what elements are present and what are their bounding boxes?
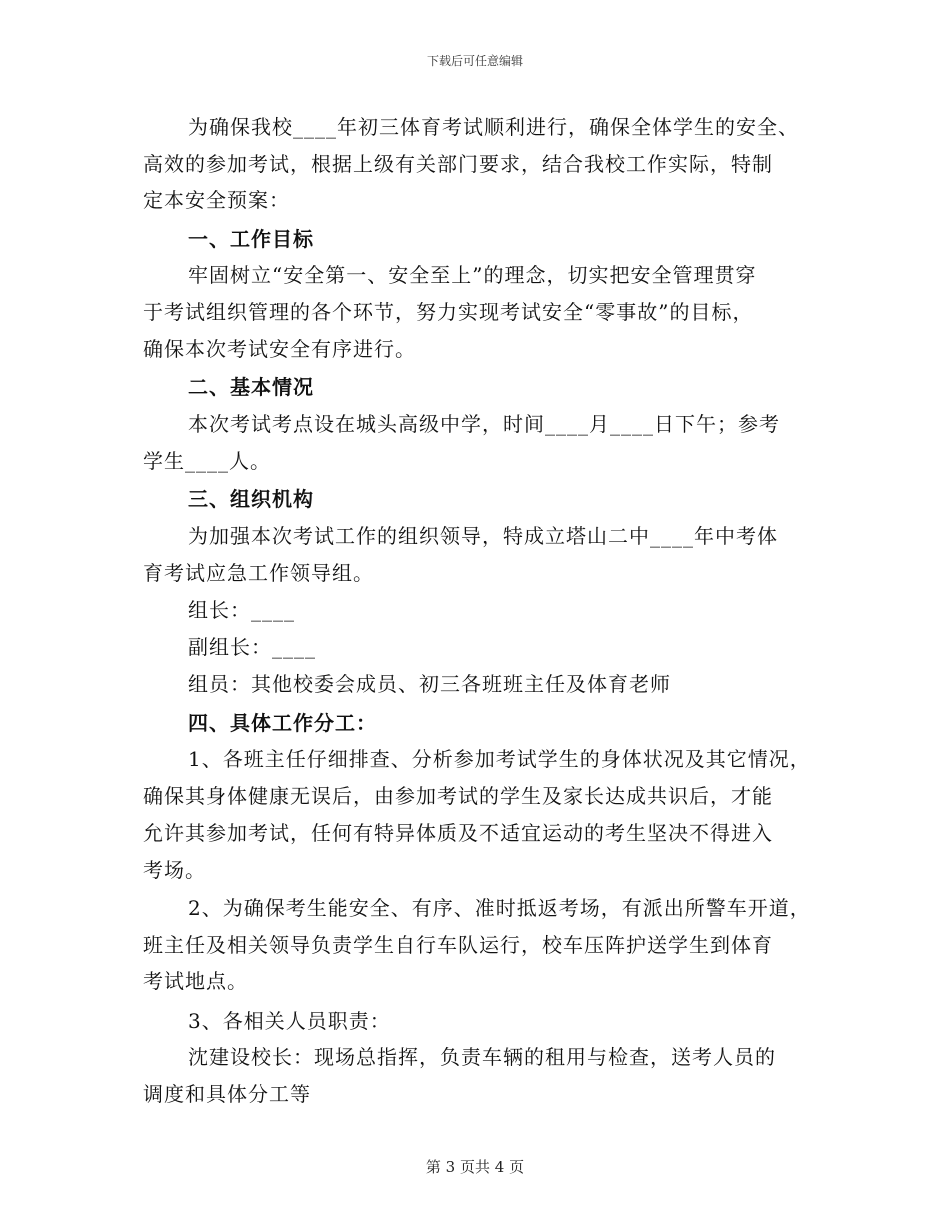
item-3-line: 3、各相关人员职责： xyxy=(188,1009,391,1033)
principal-duty-line-1: 沈建设校长：现场总指挥，负责车辆的租用与检查，送考人员的 xyxy=(188,1045,776,1069)
paragraph-goals-line-1: 牢固树立“安全第一、安全至上”的理念，切实把安全管理贯穿 xyxy=(188,263,757,287)
item-2-line-1: 2、为确保考生能安全、有序、准时抵返考场，有派出所警车开道， xyxy=(188,896,811,920)
section-heading-basic-info: 二、基本情况 xyxy=(188,375,314,399)
section-heading-division-of-work: 四、具体工作分工： xyxy=(188,711,377,735)
item-1-line-1: 1、各班主任仔细排查、分析参加考试学生的身体状况及其它情况， xyxy=(188,747,811,771)
paragraph-org-line-2: 育考试应急工作领导组。 xyxy=(143,561,374,585)
deputy-leader-line: 副组长：____ xyxy=(188,635,316,659)
item-1-line-2: 确保其身体健康无误后，由参加考试的学生及家长达成共识后，才能 xyxy=(143,784,773,808)
paragraph-basic-line-2: 学生____人。 xyxy=(143,449,271,473)
paragraph-intro-line-2: 高效的参加考试，根据上级有关部门要求，结合我校工作实际，特制 xyxy=(143,152,773,176)
page-number-footer: 第 3 页共 4 页 xyxy=(425,1158,525,1176)
item-2-line-2: 班主任及相关领导负责学生自行车队运行，校车压阵护送学生到体育 xyxy=(143,933,773,957)
item-1-line-4: 考场。 xyxy=(143,858,206,882)
leader-line: 组长：____ xyxy=(188,598,295,622)
paragraph-intro-line-1: 为确保我校____年初三体育考试顺利进行，确保全体学生的安全、 xyxy=(188,115,799,139)
paragraph-goals-line-3: 确保本次考试安全有序进行。 xyxy=(143,337,416,361)
section-heading-organization: 三、组织机构 xyxy=(188,487,314,511)
paragraph-goals-line-2: 于考试组织管理的各个环节，努力实现考试安全“零事故”的目标， xyxy=(143,300,754,324)
section-heading-goals: 一、工作目标 xyxy=(188,227,314,251)
paragraph-basic-line-1: 本次考试考点设在城头高级中学，时间____月____日下午；参考 xyxy=(188,412,780,436)
page-header-note: 下载后可任意编辑 xyxy=(426,54,523,68)
item-2-line-3: 考试地点。 xyxy=(143,969,248,993)
paragraph-org-line-1: 为加强本次考试工作的组织领导，特成立塔山二中____年中考体 xyxy=(188,524,778,548)
principal-duty-line-2: 调度和具体分工等 xyxy=(143,1082,311,1106)
item-1-line-3: 允许其参加考试，任何有特异体质及不适宜运动的考生坚决不得进入 xyxy=(143,821,773,845)
paragraph-intro-line-3: 定本安全预案： xyxy=(143,188,290,212)
members-line: 组员：其他校委会成员、初三各班班主任及体育老师 xyxy=(188,672,671,696)
